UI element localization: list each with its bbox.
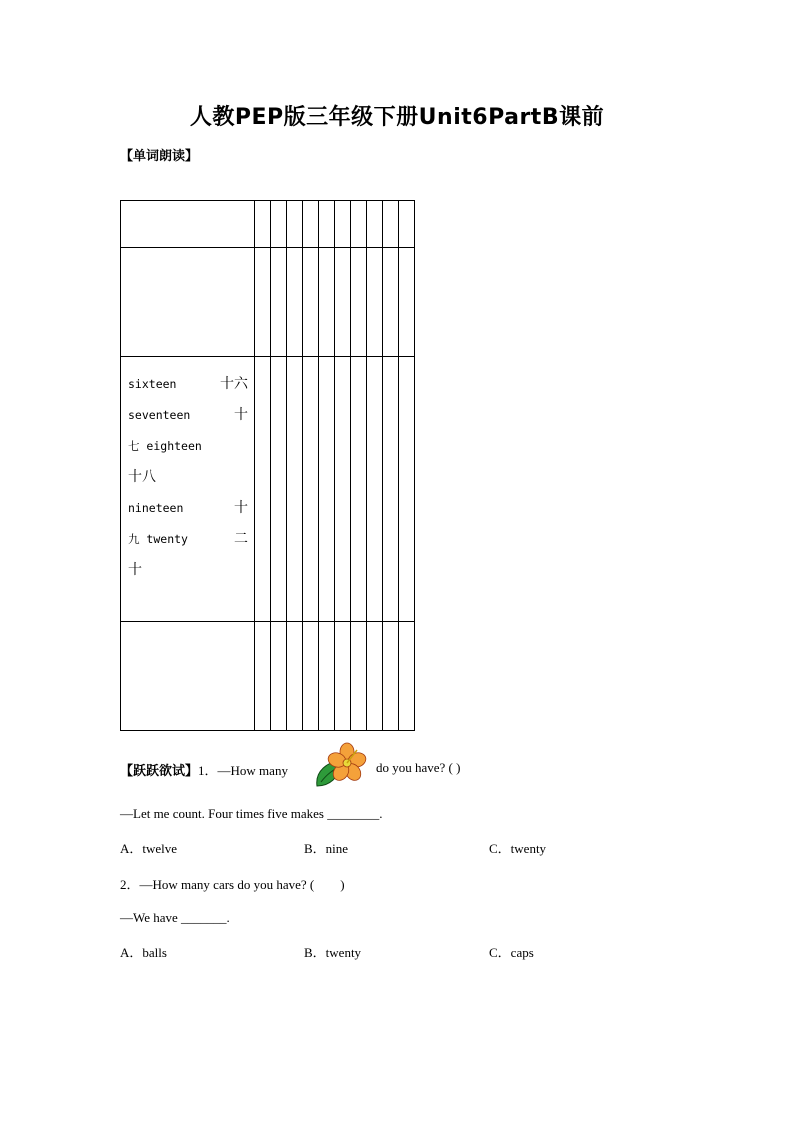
table-row — [121, 248, 415, 357]
vocab-line: 十 — [128, 562, 142, 578]
question-2-stem: 2．—How many cars do you have? ( ) — [120, 877, 345, 892]
vocab-line: 十八 — [128, 469, 156, 485]
question-number: 1． — [198, 763, 218, 778]
question-2-answer-line: —We have _______. — [120, 910, 230, 925]
practice-section-label: 【跃跃欲试】 — [120, 764, 199, 779]
q2-option-b: B．twenty — [304, 945, 362, 960]
question-number: 2． — [120, 877, 140, 892]
words-section-label: 【单词朗读】 — [120, 149, 199, 164]
question-1-answer-line: —Let me count. Four times five makes ________. — [120, 806, 383, 821]
vocab-line: nineteen 十 — [128, 500, 248, 516]
question-1-stem: 【跃跃欲试】1．—How many — [120, 763, 288, 779]
table-row — [121, 201, 415, 248]
page-title: 人教PEP版三年级下册Unit6PartB课前 — [189, 105, 605, 130]
q1-option-b: B．nine — [304, 841, 349, 856]
q2-option-c: C．caps — [489, 945, 534, 960]
vocab-table — [120, 200, 415, 731]
q1-option-a: A．twelve — [120, 841, 178, 856]
table-row — [121, 357, 415, 622]
question-1-stem-after: do you have? ( ) — [376, 760, 461, 775]
q2-option-a: A．balls — [120, 945, 167, 960]
vocab-cell — [121, 357, 255, 622]
vocab-line: sixteen 十六 — [128, 376, 248, 392]
flower-icon — [313, 742, 369, 792]
vocab-line: seventeen 十 — [128, 407, 248, 423]
table-row — [121, 622, 415, 731]
vocab-line: 七 eighteen — [128, 439, 202, 453]
vocab-line: 九 twenty 二 — [128, 531, 248, 547]
q1-option-c: C．twenty — [489, 841, 547, 856]
